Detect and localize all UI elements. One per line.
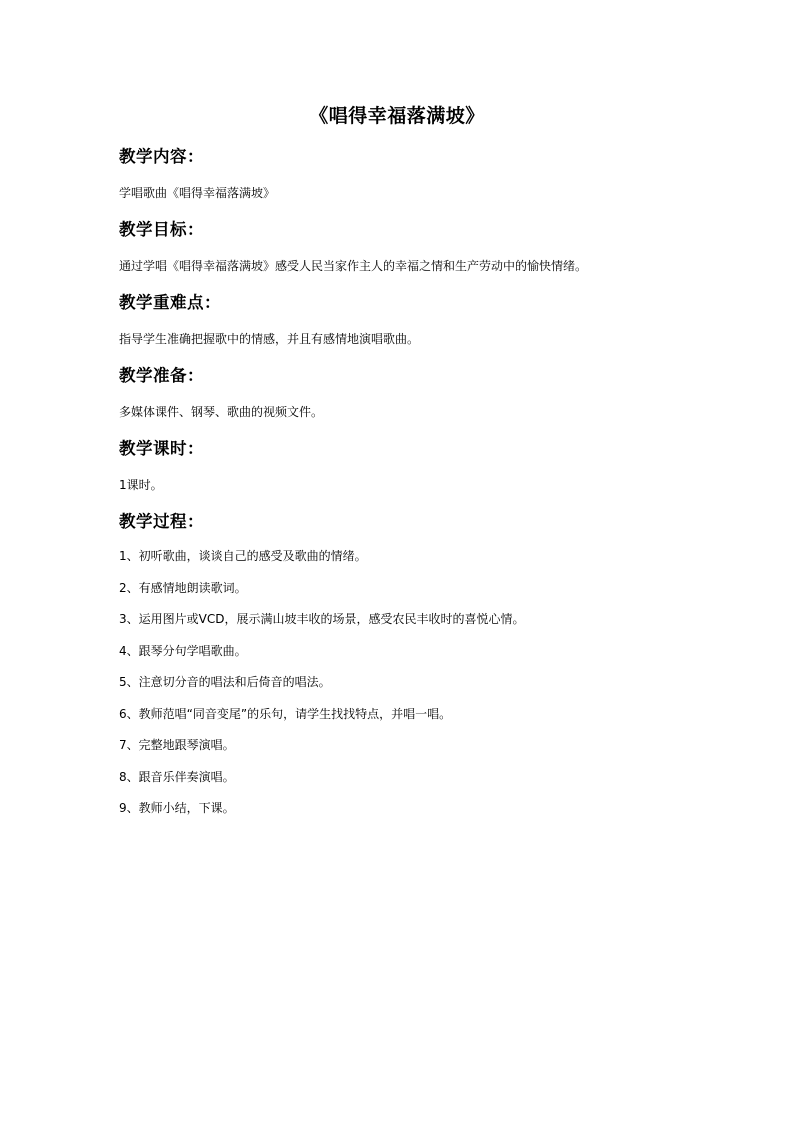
process-step: 9、教师小结，下课。 — [119, 801, 235, 815]
process-step: 4、跟琴分句学唱歌曲。 — [119, 643, 247, 658]
section-teaching-process — [119, 510, 719, 816]
section-heading: 教学准备： — [119, 366, 204, 385]
process-step: 6、教师范唱“同音变尾”的乐句，请学生找找特点，并唱一唱。 — [119, 706, 452, 721]
section-teaching-goals — [119, 218, 719, 274]
process-step: 5、注意切分音的唱法和后倚音的唱法。 — [119, 675, 331, 689]
section-heading: 教学重难点： — [119, 293, 221, 312]
section-body: 通过学唱《唱得幸福落满坡》感受人民当家作主人的幸福之情和生产劳动中的愉快情绪。 — [119, 259, 588, 273]
document-content — [119, 145, 719, 832]
section-heading: 教学目标： — [119, 220, 204, 239]
section-key-difficulties — [119, 291, 719, 347]
section-class-hours — [119, 437, 719, 493]
process-step: 1、初听歌曲，谈谈自己的感受及歌曲的情绪。 — [119, 549, 367, 563]
section-heading: 教学过程： — [119, 512, 204, 531]
section-preparation — [119, 364, 719, 420]
section-body: 多媒体课件、钢琴、歌曲的视频文件。 — [119, 405, 324, 419]
section-teaching-content — [119, 145, 719, 201]
process-step-list — [119, 548, 719, 816]
section-body: 1课时。 — [119, 478, 163, 492]
process-step: 2、有感情地朗读歌词。 — [119, 580, 247, 595]
section-body: 学唱歌曲《唱得幸福落满坡》 — [119, 186, 276, 200]
document-title: 《唱得幸福落满坡》 — [309, 105, 485, 127]
section-heading: 教学内容： — [119, 147, 204, 166]
section-heading: 教学课时： — [119, 439, 204, 458]
process-step: 7、完整地跟琴演唱。 — [119, 738, 235, 752]
process-step: 3、运用图片或VCD，展示满山坡丰收的场景，感受农民丰收时的喜悦心情。 — [119, 612, 525, 626]
process-step: 8、跟音乐伴奏演唱。 — [119, 769, 235, 784]
section-body: 指导学生准确把握歌中的情感，并且有感情地演唱歌曲。 — [119, 332, 420, 346]
